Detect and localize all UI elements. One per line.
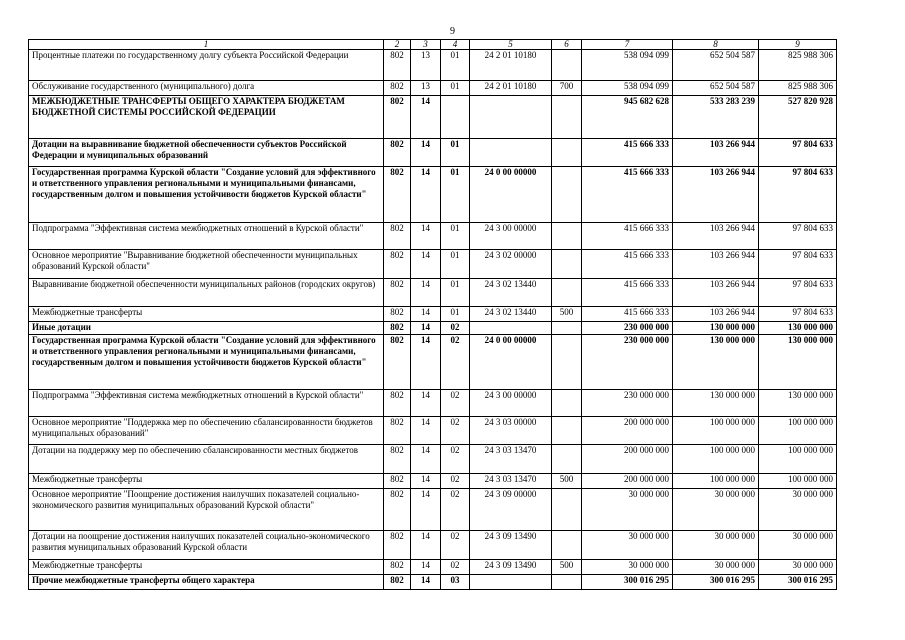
- row-amount-col8: 652 504 587: [673, 81, 759, 96]
- row-amount-col9: 100 000 000: [759, 445, 837, 474]
- table-row: [29, 279, 837, 307]
- row-amount-col8: 103 266 944: [673, 250, 759, 279]
- row-amount-col8: 103 266 944: [673, 279, 759, 307]
- row-target-code: 24 3 09 00000: [470, 489, 552, 531]
- row-gov-code: 802: [384, 445, 411, 474]
- row-gov-code: 802: [384, 531, 411, 560]
- row-amount-col9: 100 000 000: [759, 417, 837, 445]
- row-section: 14: [411, 445, 441, 474]
- row-subsection: 03: [441, 575, 470, 590]
- row-expense-type: 500: [552, 474, 582, 489]
- row-amount-col8: 130 000 000: [673, 322, 759, 335]
- row-name: Межбюджетные трансферты: [29, 560, 384, 575]
- row-expense-type: [552, 223, 582, 250]
- row-name: Межбюджетные трансферты: [29, 474, 384, 489]
- row-amount-col7: 200 000 000: [582, 417, 673, 445]
- row-expense-type: [552, 279, 582, 307]
- row-gov-code: 802: [384, 474, 411, 489]
- row-amount-col7: 230 000 000: [582, 390, 673, 417]
- row-section: 14: [411, 489, 441, 531]
- row-name: Дотации на поощрение достижения наилучших показателей социально-экономического развития муниципальных образований Курской области: [29, 531, 384, 560]
- row-amount-col7: 415 666 333: [582, 250, 673, 279]
- row-amount-col7: 200 000 000: [582, 445, 673, 474]
- row-name: Основное мероприятие "Поддержка мер по обеспечению сбалансированности бюджетов муниципальных образований": [29, 417, 384, 445]
- row-name: Процентные платежи по государственному долгу субъекта Российской Федерации: [29, 50, 384, 81]
- row-amount-col7: 230 000 000: [582, 322, 673, 335]
- row-name: Межбюджетные трансферты: [29, 307, 384, 322]
- row-amount-col9: 100 000 000: [759, 474, 837, 489]
- row-section: 14: [411, 96, 441, 139]
- row-target-code: 24 0 00 00000: [470, 167, 552, 223]
- row-name: Подпрограмма "Эффективная система межбюджетных отношений в Курской области": [29, 390, 384, 417]
- row-name: Подпрограмма "Эффективная система межбюджетных отношений в Курской области": [29, 223, 384, 250]
- row-target-code: 24 3 00 00000: [470, 390, 552, 417]
- row-expense-type: [552, 50, 582, 81]
- row-subsection: 02: [441, 474, 470, 489]
- row-name: Государственная программа Курской области "Создание условий для эффективного и ответственного управления региональными и муниципальными финансами, государственным долгом и повышения устойчивости бюджетов Курской области": [29, 335, 384, 390]
- row-subsection: [441, 96, 470, 139]
- row-amount-col7: 300 016 295: [582, 575, 673, 590]
- row-target-code: 24 3 02 13440: [470, 279, 552, 307]
- table-row: [29, 531, 837, 560]
- table-row: [29, 167, 837, 223]
- row-amount-col7: 415 666 333: [582, 139, 673, 167]
- row-gov-code: 802: [384, 560, 411, 575]
- row-target-code: 24 0 00 00000: [470, 335, 552, 390]
- row-amount-col8: 533 283 239: [673, 96, 759, 139]
- row-amount-col9: 30 000 000: [759, 560, 837, 575]
- row-gov-code: 802: [384, 489, 411, 531]
- header-col-8: 8: [673, 40, 759, 50]
- row-subsection: 01: [441, 279, 470, 307]
- table-row: [29, 139, 837, 167]
- row-amount-col9: 527 820 928: [759, 96, 837, 139]
- row-amount-col8: 103 266 944: [673, 223, 759, 250]
- row-gov-code: 802: [384, 390, 411, 417]
- row-expense-type: 700: [552, 81, 582, 96]
- row-expense-type: 500: [552, 307, 582, 322]
- table-row: [29, 489, 837, 531]
- row-amount-col9: 97 804 633: [759, 250, 837, 279]
- row-section: 14: [411, 167, 441, 223]
- row-amount-col7: 200 000 000: [582, 474, 673, 489]
- row-amount-col9: 130 000 000: [759, 390, 837, 417]
- row-amount-col8: 100 000 000: [673, 445, 759, 474]
- budget-table: [28, 39, 837, 590]
- row-gov-code: 802: [384, 575, 411, 590]
- row-name: Прочие межбюджетные трансферты общего характера: [29, 575, 384, 590]
- header-col-9: 9: [759, 40, 837, 50]
- row-name: Государственная программа Курской области "Создание условий для эффективного и ответственного управления региональными и муниципальными финансами, государственным долгом и повышения устойчивости бюджетов Курской области": [29, 167, 384, 223]
- row-gov-code: 802: [384, 335, 411, 390]
- row-subsection: 02: [441, 489, 470, 531]
- row-expense-type: [552, 575, 582, 590]
- page-number: 9: [450, 26, 455, 37]
- table-row: [29, 417, 837, 445]
- row-amount-col7: 538 094 099: [582, 81, 673, 96]
- row-amount-col8: 103 266 944: [673, 167, 759, 223]
- table-row: [29, 390, 837, 417]
- row-amount-col7: 538 094 099: [582, 50, 673, 81]
- row-subsection: 01: [441, 139, 470, 167]
- row-gov-code: 802: [384, 50, 411, 81]
- table-row: [29, 81, 837, 96]
- row-amount-col7: 30 000 000: [582, 560, 673, 575]
- row-target-code: [470, 575, 552, 590]
- row-name: Обслуживание государственного (муниципального) долга: [29, 81, 384, 96]
- row-subsection: 01: [441, 307, 470, 322]
- row-subsection: 02: [441, 445, 470, 474]
- row-subsection: 01: [441, 50, 470, 81]
- row-gov-code: 802: [384, 322, 411, 335]
- row-gov-code: 802: [384, 139, 411, 167]
- row-subsection: 02: [441, 531, 470, 560]
- row-name: Дотации на выравнивание бюджетной обеспеченности субъектов Российской Федерации и муниципальных образований: [29, 139, 384, 167]
- row-section: 13: [411, 50, 441, 81]
- row-amount-col8: 30 000 000: [673, 489, 759, 531]
- row-section: 14: [411, 575, 441, 590]
- table-row: [29, 445, 837, 474]
- row-amount-col9: 97 804 633: [759, 167, 837, 223]
- row-expense-type: [552, 167, 582, 223]
- row-target-code: [470, 139, 552, 167]
- row-amount-col8: 100 000 000: [673, 474, 759, 489]
- row-name: МЕЖБЮДЖЕТНЫЕ ТРАНСФЕРТЫ ОБЩЕГО ХАРАКТЕРА БЮДЖЕТАМ БЮДЖЕТНОЙ СИСТЕМЫ РОССИЙСКОЙ ФЕДЕРАЦИИ: [29, 96, 384, 139]
- row-gov-code: 802: [384, 167, 411, 223]
- row-gov-code: 802: [384, 279, 411, 307]
- row-gov-code: 802: [384, 307, 411, 322]
- row-target-code: 24 3 09 13490: [470, 560, 552, 575]
- row-amount-col9: 30 000 000: [759, 489, 837, 531]
- row-amount-col8: 100 000 000: [673, 417, 759, 445]
- row-amount-col9: 97 804 633: [759, 223, 837, 250]
- row-amount-col9: 300 016 295: [759, 575, 837, 590]
- row-amount-col8: 103 266 944: [673, 307, 759, 322]
- row-target-code: 24 3 00 00000: [470, 223, 552, 250]
- row-target-code: 24 2 01 10180: [470, 50, 552, 81]
- table-row: [29, 322, 837, 335]
- row-amount-col8: 130 000 000: [673, 335, 759, 390]
- table-row: [29, 250, 837, 279]
- row-target-code: 24 3 02 13440: [470, 307, 552, 322]
- row-subsection: 01: [441, 167, 470, 223]
- row-amount-col7: 230 000 000: [582, 335, 673, 390]
- row-section: 14: [411, 335, 441, 390]
- row-section: 14: [411, 560, 441, 575]
- row-amount-col9: 97 804 633: [759, 307, 837, 322]
- row-expense-type: [552, 335, 582, 390]
- row-target-code: 24 3 02 00000: [470, 250, 552, 279]
- row-target-code: [470, 322, 552, 335]
- row-amount-col8: 30 000 000: [673, 560, 759, 575]
- row-gov-code: 802: [384, 96, 411, 139]
- row-amount-col8: 300 016 295: [673, 575, 759, 590]
- row-gov-code: 802: [384, 81, 411, 96]
- row-section: 14: [411, 307, 441, 322]
- row-amount-col7: 415 666 333: [582, 279, 673, 307]
- row-name: Иные дотации: [29, 322, 384, 335]
- row-target-code: [470, 96, 552, 139]
- table-row: [29, 223, 837, 250]
- row-amount-col8: 130 000 000: [673, 390, 759, 417]
- table-row: [29, 96, 837, 139]
- row-target-code: 24 3 03 13470: [470, 445, 552, 474]
- row-name: Основное мероприятие "Поощрение достижения наилучших показателей социально-экономического развития муниципальных образований Курской области": [29, 489, 384, 531]
- row-amount-col7: 30 000 000: [582, 531, 673, 560]
- table-row: [29, 575, 837, 590]
- table-row: [29, 474, 837, 489]
- row-amount-col8: 103 266 944: [673, 139, 759, 167]
- row-section: 14: [411, 474, 441, 489]
- row-expense-type: [552, 96, 582, 139]
- row-amount-col9: 97 804 633: [759, 279, 837, 307]
- header-col-6: 6: [552, 40, 582, 50]
- row-expense-type: [552, 390, 582, 417]
- row-gov-code: 802: [384, 223, 411, 250]
- table-row: [29, 335, 837, 390]
- row-target-code: 24 3 03 13470: [470, 474, 552, 489]
- row-subsection: 02: [441, 417, 470, 445]
- row-subsection: 01: [441, 81, 470, 96]
- row-amount-col9: 130 000 000: [759, 335, 837, 390]
- row-subsection: 01: [441, 250, 470, 279]
- row-expense-type: 500: [552, 560, 582, 575]
- row-expense-type: [552, 250, 582, 279]
- header-col-5: 5: [470, 40, 552, 50]
- row-gov-code: 802: [384, 417, 411, 445]
- header-col-7: 7: [582, 40, 673, 50]
- row-section: 14: [411, 322, 441, 335]
- row-amount-col9: 30 000 000: [759, 531, 837, 560]
- row-section: 14: [411, 139, 441, 167]
- table-row: [29, 50, 837, 81]
- header-col-4: 4: [441, 40, 470, 50]
- row-amount-col7: 415 666 333: [582, 307, 673, 322]
- row-expense-type: [552, 489, 582, 531]
- row-target-code: 24 3 09 13490: [470, 531, 552, 560]
- row-amount-col9: 97 804 633: [759, 139, 837, 167]
- row-subsection: 01: [441, 223, 470, 250]
- row-subsection: 02: [441, 560, 470, 575]
- row-amount-col7: 945 682 628: [582, 96, 673, 139]
- row-amount-col8: 30 000 000: [673, 531, 759, 560]
- row-expense-type: [552, 139, 582, 167]
- row-amount-col7: 415 666 333: [582, 223, 673, 250]
- row-name: Дотации на поддержку мер по обеспечению сбалансированности местных бюджетов: [29, 445, 384, 474]
- column-number-header: [29, 40, 837, 50]
- row-target-code: 24 3 03 00000: [470, 417, 552, 445]
- header-col-3: 3: [411, 40, 441, 50]
- row-expense-type: [552, 322, 582, 335]
- row-section: 14: [411, 417, 441, 445]
- row-name: Основное мероприятие "Выравнивание бюджетной обеспеченности муниципальных образований Курской области": [29, 250, 384, 279]
- table-row: [29, 307, 837, 322]
- row-amount-col8: 652 504 587: [673, 50, 759, 81]
- row-subsection: 02: [441, 390, 470, 417]
- row-expense-type: [552, 445, 582, 474]
- row-subsection: 02: [441, 335, 470, 390]
- row-section: 14: [411, 250, 441, 279]
- row-amount-col9: 825 988 306: [759, 50, 837, 81]
- table-row: [29, 560, 837, 575]
- row-amount-col7: 30 000 000: [582, 489, 673, 531]
- row-amount-col7: 415 666 333: [582, 167, 673, 223]
- row-gov-code: 802: [384, 250, 411, 279]
- row-section: 14: [411, 279, 441, 307]
- row-subsection: 02: [441, 322, 470, 335]
- row-amount-col9: 825 988 306: [759, 81, 837, 96]
- header-col-2: 2: [384, 40, 411, 50]
- row-section: 14: [411, 531, 441, 560]
- row-section: 14: [411, 223, 441, 250]
- header-col-1: 1: [29, 40, 384, 50]
- row-name: Выравнивание бюджетной обеспеченности муниципальных районов (городских округов): [29, 279, 384, 307]
- row-expense-type: [552, 417, 582, 445]
- row-section: 14: [411, 390, 441, 417]
- row-amount-col9: 130 000 000: [759, 322, 837, 335]
- row-section: 13: [411, 81, 441, 96]
- row-expense-type: [552, 531, 582, 560]
- row-target-code: 24 2 01 10180: [470, 81, 552, 96]
